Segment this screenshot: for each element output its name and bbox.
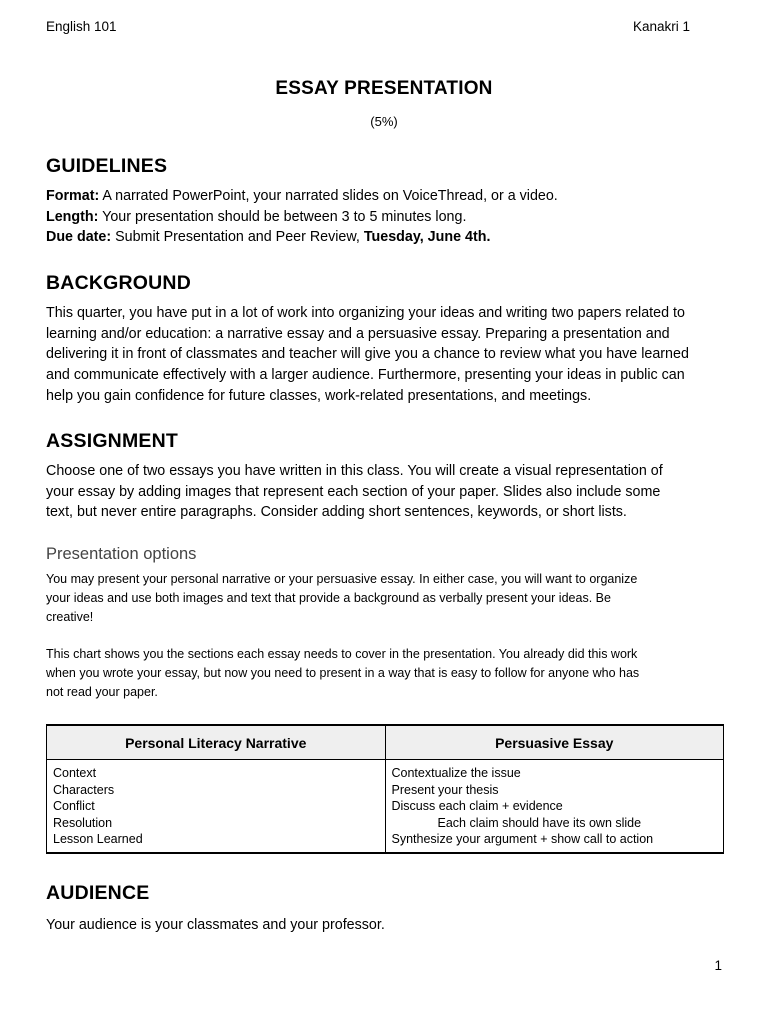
narrative-sections-cell — [47, 760, 386, 853]
due-date-text: Submit Presentation and Peer Review, — [111, 229, 364, 246]
persuasive-column-header: Persuasive Essay — [385, 725, 724, 760]
assignment-line: text, but never entire paragraphs. Consider adding short sentences, keywords, or short lists. — [46, 504, 627, 521]
format-label: Format: — [46, 188, 100, 204]
assignment-section — [46, 430, 726, 523]
format-line — [46, 186, 726, 207]
length-text: Your presentation should be between 3 to 5 minutes long. — [98, 208, 467, 225]
list-item: Present your thesis — [391, 782, 499, 797]
assignment-line: Choose one of two essays you have written in this class. You will create a visual representation of — [46, 463, 663, 479]
background-paragraph — [46, 303, 726, 407]
table-row — [47, 760, 724, 853]
background-section — [46, 272, 726, 407]
document-title: ESSAY PRESENTATION — [275, 78, 493, 99]
options-line: This chart shows you the sections each essay needs to cover in the presentation. You already did this work — [46, 647, 638, 661]
list-item: Context — [53, 766, 97, 780]
due-date-value: Tuesday, June 4th. — [363, 229, 491, 246]
background-line: This quarter, you have put in a lot of work into organizing your ideas and writing two papers related to — [46, 305, 685, 321]
background-line: learning and/or education: a narrative essay and a persuasive essay. Preparing a presentation and — [46, 325, 670, 342]
running-header — [46, 19, 690, 34]
list-item: Lesson Learned — [53, 832, 143, 847]
essay-sections-table — [46, 724, 724, 854]
options-line: not read your paper. — [46, 685, 158, 699]
options-paragraph-2 — [46, 645, 726, 702]
length-line — [46, 207, 726, 228]
audience-heading: AUDIENCE — [46, 882, 150, 904]
page-number: 1 — [714, 958, 722, 973]
guidelines-section — [46, 155, 726, 248]
due-date-label: Due date: — [46, 229, 112, 246]
assignment-line: your essay by adding images that represent each section of your paper. Slides also include some — [46, 483, 661, 500]
author-page-number: Kanakri 1 — [632, 19, 690, 34]
options-line: when you wrote your essay, but now you need to present in a way that is easy to follow for anyone who has — [46, 666, 640, 680]
presentation-options-section — [46, 545, 726, 702]
options-line: You may present your personal narrative or your persuasive essay. In either case, you will want to organize — [46, 572, 638, 586]
list-item: Discuss each claim + evidence — [391, 799, 563, 814]
background-line: delivering it in front of classmates and teacher will give you a chance to review what you have learned — [46, 346, 689, 363]
list-item: Conflict — [53, 799, 95, 814]
list-item: Contextualize the issue — [391, 766, 521, 780]
presentation-options-heading: Presentation options — [46, 545, 197, 563]
table-header-row — [47, 725, 724, 760]
length-label: Length: — [46, 208, 99, 225]
list-item: Each claim should have its own slide — [437, 815, 642, 830]
list-item: Synthesize your argument + show call to action — [391, 832, 654, 847]
options-line: creative! — [46, 610, 94, 624]
guidelines-heading: GUIDELINES — [46, 155, 168, 177]
options-line: your ideas and use both images and text that provide a background as verbally present your ideas. Be — [46, 591, 611, 605]
audience-text: Your audience is your classmates and your professor. — [46, 917, 385, 933]
background-line: help you gain confidence for future classes, work-related presentations, and meetings. — [46, 387, 592, 404]
persuasive-sections-cell — [385, 760, 724, 853]
options-paragraph-1 — [46, 570, 726, 627]
course-name: English 101 — [46, 19, 117, 34]
background-heading: BACKGROUND — [46, 272, 191, 294]
narrative-column-header: Personal Literacy Narrative — [47, 725, 386, 760]
assignment-paragraph — [46, 461, 726, 523]
list-item: Characters — [53, 782, 115, 797]
grade-weight: (5%) — [370, 114, 398, 129]
background-line: and communicate effectively with a larger audience. Furthermore, presenting your ideas in public can — [46, 367, 685, 384]
assignment-heading: ASSIGNMENT — [46, 430, 179, 452]
due-date-line — [46, 227, 726, 248]
format-text: A narrated PowerPoint, your narrated slides on VoiceThread, or a video. — [99, 188, 558, 204]
list-item: Resolution — [53, 815, 113, 830]
audience-section — [46, 882, 726, 936]
